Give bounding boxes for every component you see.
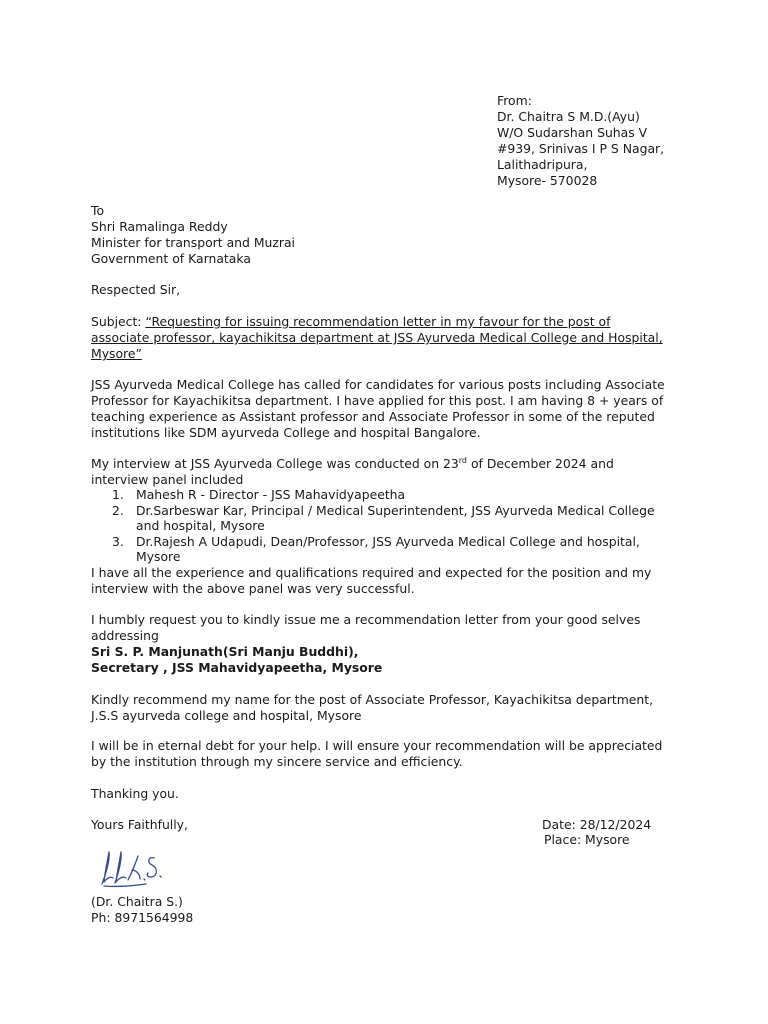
interview-line2: interview panel included [91, 472, 244, 487]
sender-address-line1: #939, Srinivas I P S Nagar, [497, 141, 665, 156]
panel-item-3-cont: Mysore [136, 549, 181, 564]
paragraph3-line1: Kindly recommend my name for the post of Associate Professor, Kayachikitsa department, [91, 692, 654, 707]
interview-line1-pre: My interview at JSS Ayurveda College was conducted on 23 [91, 456, 459, 471]
paragraph1-line2: Professor for Kayachikitsa department. I have applied for this post. I am having 8 + years of [91, 393, 664, 408]
interview-line1 [91, 456, 614, 472]
paragraph1-line1: JSS Ayurveda Medical College has called for candidates for various posts including Associate [91, 377, 665, 392]
interview-date-suffix: rd [458, 456, 468, 465]
date: Date: 28/12/2024 [542, 817, 652, 832]
panel-item-2-cont: and hospital, Mysore [136, 518, 265, 533]
paragraph4-line2: by the institution through my sincere service and efficiency. [91, 754, 463, 769]
handwritten-signature [96, 846, 182, 890]
subject-line1 [91, 314, 610, 330]
interview-line1-post: of December 2024 and [467, 456, 614, 471]
sender-relation: W/O Sudarshan Suhas V [497, 125, 648, 140]
sender-address-line2: Lalithadripura, [497, 157, 588, 172]
panel-item-2-text: Dr.Sarbeswar Kar, Principal / Medical Superintendent, JSS Ayurveda Medical College [136, 503, 655, 518]
paragraph1-line3: teaching experience as Assistant professor and Associate Professor in some of the reputed [91, 409, 655, 424]
addressee-name: Sri S. P. Manjunath(Sri Manju Buddhi), [91, 644, 359, 659]
from-label: From: [497, 93, 532, 108]
request-line2: addressing [91, 628, 159, 643]
recipient-title: Minister for transport and Muzrai [91, 235, 295, 250]
subject-text-1: “Requesting for issuing recommendation letter in my favour for the post of [145, 314, 611, 329]
paragraph4-line1: I will be in eternal debt for your help. I will ensure your recommendation will be appreciated [91, 738, 663, 753]
panel-item-1-number: 1. [112, 487, 124, 502]
panel-item-3-text: Dr.Rajesh A Udapudi, Dean/Professor, JSS Ayurveda Medical College and hospital, [136, 534, 640, 549]
request-line1: I humbly request you to kindly issue me a recommendation letter from your good selves [91, 612, 641, 627]
signature-name: (Dr. Chaitra S.) [91, 894, 183, 909]
subject-text-3: Mysore” [91, 346, 142, 361]
panel-item-3-number: 3. [112, 534, 124, 549]
thanking: Thanking you. [91, 786, 179, 801]
sender-address-line3: Mysore- 570028 [497, 173, 598, 188]
place: Place: Mysore [544, 832, 630, 847]
recipient-name: Shri Ramalinga Reddy [91, 219, 228, 234]
salutation: Respected Sir, [91, 282, 181, 297]
recipient-org: Government of Karnataka [91, 251, 251, 266]
to-label: To [91, 203, 105, 218]
paragraph2-line2: interview with the above panel was very successful. [91, 581, 415, 596]
panel-item-1-text: Mahesh R - Director - JSS Mahavidyapeetha [136, 487, 406, 502]
subject-label: Subject: [91, 314, 146, 329]
closing: Yours Faithfully, [91, 817, 188, 832]
panel-item-2-number: 2. [112, 503, 124, 518]
paragraph2-line1: I have all the experience and qualifications required and expected for the position and my [91, 565, 652, 580]
subject-text-2: associate professor, kayachikitsa department at JSS Ayurveda Medical College and Hospital, [91, 330, 663, 345]
phone: Ph: 8971564998 [91, 910, 194, 925]
sender-name: Dr. Chaitra S M.D.(Ayu) [497, 109, 640, 124]
addressee-title: Secretary , JSS Mahavidyapeetha, Mysore [91, 660, 383, 675]
paragraph1-line4: institutions like SDM ayurveda College and hospital Bangalore. [91, 425, 481, 440]
paragraph3-line2: J.S.S ayurveda college and hospital, Mysore [91, 708, 362, 723]
